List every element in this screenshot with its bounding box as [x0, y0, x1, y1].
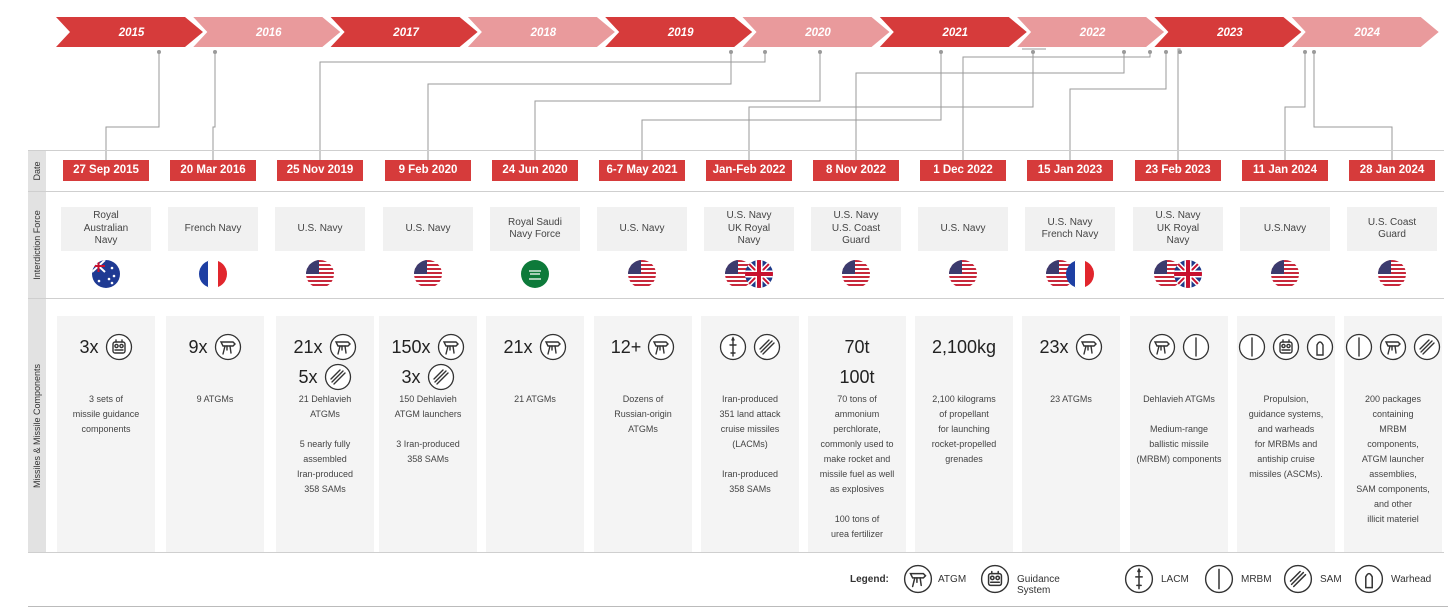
flag: [414, 260, 442, 288]
quantity-value: 9x: [188, 336, 208, 357]
event-date: 20 Mar 2016: [170, 160, 256, 181]
force-line: U.S. Coast: [831, 222, 881, 234]
event-date: 6-7 May 2021: [599, 160, 685, 181]
interdiction-force: [597, 207, 687, 251]
event-date: 1 Dec 2022: [920, 160, 1006, 181]
event-date: 15 Jan 2023: [1027, 160, 1113, 181]
year-label: 2018: [530, 27, 557, 39]
force-line: U.S. Navy: [940, 222, 986, 234]
atgm-icon: [214, 333, 242, 361]
guidance-icon: [980, 564, 1010, 594]
mrbm-icon: [1204, 564, 1234, 594]
warhead-icon: [1306, 333, 1334, 361]
event-description: [1243, 392, 1329, 497]
description-line: commonly used to: [820, 439, 894, 449]
legend-label: ATGM: [938, 574, 967, 585]
interdiction-force: [918, 207, 1008, 251]
description-line: antiship cruise: [1257, 454, 1315, 464]
connector-line: [642, 52, 941, 160]
legend-label: MRBM: [1241, 574, 1272, 585]
description-line: 3 Iran-produced: [396, 439, 460, 449]
quantity-block: [1344, 332, 1442, 362]
description-line: 3 sets of: [88, 394, 124, 404]
quantity-row: [1130, 332, 1228, 362]
interdiction-force: [1347, 207, 1437, 251]
quantity-value: 5x: [298, 366, 318, 387]
event-panel: [1344, 316, 1442, 552]
quantity-value: 70t: [844, 336, 870, 357]
connector-line: [1178, 49, 1180, 160]
year-timeline: [0, 0, 1456, 60]
force-line: Guard: [1378, 229, 1406, 240]
description-line: ATGMs: [310, 409, 340, 419]
interdiction-force: [811, 207, 901, 251]
quantity-block: [915, 332, 1013, 362]
description-line: 200 packages: [1364, 394, 1422, 404]
event-description: [492, 392, 578, 422]
atgm-icon: [1075, 333, 1103, 361]
event-description: [1350, 392, 1436, 542]
description-line: illicit materiel: [1367, 514, 1419, 524]
sam-icon: [427, 363, 455, 391]
atgm-icon: [647, 333, 675, 361]
divider-line: [28, 191, 1444, 192]
legend-label: Guidance System: [1017, 574, 1060, 596]
legend-item: [980, 564, 1060, 598]
flag: [1378, 260, 1406, 288]
quantity-block: [486, 332, 584, 362]
legend-label: Warhead: [1391, 574, 1432, 585]
description-line: Medium-range: [1149, 424, 1209, 434]
description-line: assembled: [303, 454, 347, 464]
quantity-row: [276, 362, 374, 392]
force-line: French Navy: [184, 222, 242, 234]
quantity-block: [1130, 332, 1228, 362]
description-line: (MRBM) components: [1136, 454, 1222, 464]
year-label: 2022: [1079, 27, 1106, 39]
quantity-row: [594, 332, 692, 362]
connector-line: [213, 52, 215, 160]
description-line: urea fertilizer: [830, 529, 884, 539]
quantity-row: [486, 332, 584, 362]
force-line: Navy: [1166, 235, 1190, 247]
description-line: Dozens of: [622, 394, 664, 404]
description-line: Iran-produced: [721, 394, 779, 404]
usa-flag: [1271, 260, 1299, 288]
event-panel: [594, 316, 692, 552]
quantity-row: [1022, 332, 1120, 362]
event-date: 9 Feb 2020: [385, 160, 471, 181]
atgm-icon: [1379, 333, 1407, 361]
flag: [521, 260, 549, 288]
interdiction-force: [1240, 207, 1330, 251]
interdiction-force: [168, 207, 258, 251]
description-line: SAM components,: [1356, 484, 1430, 494]
description-line: components: [81, 424, 131, 434]
force-line: Navy Force: [509, 229, 561, 240]
force-line: Navy: [737, 235, 761, 247]
legend-item: [1354, 564, 1432, 598]
year-label: 2016: [256, 27, 282, 39]
event-description: [63, 392, 149, 452]
event-description: [385, 392, 471, 482]
usa-flag: [1378, 260, 1406, 288]
event-panel: [276, 316, 374, 552]
quantity-value: 3x: [79, 336, 99, 357]
uk-flag: [745, 260, 773, 288]
bottom-rule: [28, 606, 1448, 607]
description-line: missiles (ASCMs).: [1249, 469, 1323, 479]
legend-item: [903, 564, 967, 598]
description-line: grenades: [945, 454, 983, 464]
event-date: 27 Sep 2015: [63, 160, 149, 181]
description-line: as explosives: [829, 484, 885, 494]
legend-label: SAM: [1320, 574, 1342, 585]
event-date: 24 Jun 2020: [492, 160, 578, 181]
description-line: ATGM launchers: [394, 409, 462, 419]
event-description: [282, 392, 368, 512]
quantity-block: [276, 332, 374, 392]
force-line: U.S. Navy: [297, 222, 343, 234]
quantity-value: 12+: [610, 336, 642, 357]
mrbm-icon: [1238, 333, 1266, 361]
description-line: missile fuel as well: [819, 469, 895, 479]
usa-flag: [414, 260, 442, 288]
description-line: 9 ATGMs: [196, 394, 234, 404]
usa-flag: [306, 260, 334, 288]
force-line: U.S. Coast: [1367, 216, 1417, 228]
france-flag: [199, 260, 227, 288]
quantity-block: [166, 332, 264, 362]
event-panel: [57, 316, 155, 552]
quantity-block: [808, 332, 906, 392]
event-date: 8 Nov 2022: [813, 160, 899, 181]
year-label: 2019: [667, 27, 694, 39]
description-line: cruise missiles: [720, 424, 780, 434]
quantity-value: 150x: [391, 336, 431, 357]
quantity-row: [1344, 332, 1442, 362]
event-date: 28 Jan 2024: [1349, 160, 1435, 181]
force-line: U.S. Navy: [405, 222, 451, 234]
divider-line: [28, 298, 1444, 299]
missiles-row-label: Missiles & Missile Components: [28, 299, 46, 552]
quantity-block: [57, 332, 155, 362]
quantity-value: 21x: [503, 336, 533, 357]
sam-icon: [1413, 333, 1441, 361]
flag: [1066, 260, 1094, 288]
sam-icon: [324, 363, 352, 391]
usa-flag: [628, 260, 656, 288]
force-row-label: Interdiction Force: [28, 192, 46, 298]
saudi-flag: [521, 260, 549, 288]
connector-line: [535, 52, 820, 160]
legend-item: [1283, 564, 1342, 598]
event-description: [600, 392, 686, 452]
description-line: 100 tons of: [834, 514, 880, 524]
year-label: 2020: [805, 27, 831, 39]
description-line: 150 Dehlavieh: [399, 394, 457, 404]
description-line: and other: [1373, 499, 1413, 509]
interdiction-force: [1025, 207, 1115, 251]
flag: [949, 260, 977, 288]
force-line: U.S. Navy: [619, 222, 665, 234]
guidance-icon: [1272, 333, 1300, 361]
event-date: Jan-Feb 2022: [706, 160, 792, 181]
quantity-row: [915, 332, 1013, 362]
atgm-icon: [903, 564, 933, 594]
event-panel: [1130, 316, 1228, 552]
guidance-icon: [105, 333, 133, 361]
event-panel: [486, 316, 584, 552]
event-panel: [915, 316, 1013, 552]
description-line: 21 Dehlavieh: [298, 394, 352, 404]
quantity-row: [808, 362, 906, 392]
description-line: MRBM: [1379, 424, 1407, 434]
quantity-row: [276, 332, 374, 362]
force-line: Guard: [842, 235, 870, 247]
year-label: 2015: [118, 27, 145, 39]
event-date: 11 Jan 2024: [1242, 160, 1328, 181]
event-panel: [379, 316, 477, 552]
force-line: Royal: [93, 210, 119, 222]
event-panel: [808, 316, 906, 552]
quantity-value: 21x: [293, 336, 323, 357]
connector-line: [1285, 52, 1305, 160]
description-line: ballistic missile: [1149, 439, 1209, 449]
sam-icon: [1283, 564, 1313, 594]
force-line: Navy: [94, 235, 118, 247]
warhead-icon: [1354, 564, 1384, 594]
description-line: 351 land attack: [719, 409, 781, 419]
description-line: (LACMs): [732, 439, 768, 449]
quantity-row: [379, 332, 477, 362]
description-line: Iran-produced: [296, 469, 354, 479]
flag: [306, 260, 334, 288]
usa-flag: [949, 260, 977, 288]
description-line: components,: [1367, 439, 1419, 449]
event-panel: [166, 316, 264, 552]
connector-line: [1314, 52, 1392, 160]
description-line: 23 ATGMs: [1050, 394, 1092, 404]
mrbm-icon: [1345, 333, 1373, 361]
quantity-row: [166, 332, 264, 362]
quantity-value: 2,100kg: [931, 336, 997, 357]
force-line: U.S. Navy: [833, 210, 879, 222]
event-description: [1136, 392, 1222, 482]
legend-title: Legend:: [850, 574, 889, 585]
divider-line: [28, 150, 1444, 151]
australia-flag: [92, 260, 120, 288]
force-line: U.S.Navy: [1263, 222, 1307, 234]
description-line: Propulsion,: [1263, 394, 1309, 404]
description-line: guidance systems,: [1248, 409, 1324, 419]
quantity-value: 23x: [1039, 336, 1069, 357]
connector-line: [963, 52, 1150, 160]
quantity-row: [57, 332, 155, 362]
event-description: [921, 392, 1007, 482]
force-line: Australian: [83, 222, 129, 234]
atgm-icon: [437, 333, 465, 361]
flag: [745, 260, 773, 288]
event-description: [1028, 392, 1114, 422]
description-line: make rocket and: [823, 454, 891, 464]
year-label: 2021: [942, 27, 969, 39]
description-line: for MRBMs and: [1254, 439, 1318, 449]
interdiction-force: [61, 207, 151, 251]
year-label: 2017: [393, 27, 419, 39]
quantity-block: [701, 332, 799, 362]
force-line: Royal Saudi: [508, 216, 562, 228]
quantity-row: [1237, 332, 1335, 362]
event-description: [172, 392, 258, 422]
france-flag: [1066, 260, 1094, 288]
flag: [1271, 260, 1299, 288]
flag: [199, 260, 227, 288]
lacm-icon: [719, 333, 747, 361]
interdiction-force: [704, 207, 794, 251]
legend-item: [1124, 564, 1189, 598]
flag: [842, 260, 870, 288]
description-line: Dehlavieh ATGMs: [1143, 394, 1215, 404]
event-panel: [701, 316, 799, 552]
quantity-block: [1237, 332, 1335, 362]
description-line: 2,100 kilograms: [932, 394, 996, 404]
connector-line: [1070, 52, 1166, 160]
atgm-icon: [329, 333, 357, 361]
force-line: U.S. Navy: [726, 210, 772, 222]
year-label: 2024: [1354, 27, 1380, 39]
quantity-block: [379, 332, 477, 392]
description-line: perchlorate,: [833, 424, 881, 434]
lacm-icon: [1124, 564, 1154, 594]
uk-flag: [1174, 260, 1202, 288]
description-line: containing: [1372, 409, 1414, 419]
quantity-value: 100t: [839, 366, 875, 387]
interdiction-force: [383, 207, 473, 251]
quantity-row: [379, 362, 477, 392]
description-line: Iran-produced: [721, 469, 779, 479]
force-line: U.S. Navy: [1047, 216, 1093, 228]
connector-line: [856, 52, 1124, 160]
connector-line: [749, 52, 1033, 160]
description-line: Russian-origin: [614, 409, 672, 419]
force-line: UK Royal: [1156, 222, 1200, 234]
atgm-icon: [1148, 333, 1176, 361]
description-line: 21 ATGMs: [514, 394, 556, 404]
atgm-icon: [539, 333, 567, 361]
force-line: U.S. Navy: [1155, 210, 1201, 222]
description-line: ATGM launcher: [1361, 454, 1425, 464]
event-description: [814, 392, 900, 557]
flag: [92, 260, 120, 288]
usa-flag: [842, 260, 870, 288]
connector-line: [428, 52, 731, 160]
event-description: [707, 392, 793, 512]
description-line: assemblies,: [1369, 469, 1417, 479]
quantity-block: [1022, 332, 1120, 362]
description-line: 358 SAMs: [407, 454, 449, 464]
description-line: ammonium: [834, 409, 880, 419]
description-line: for launching: [938, 424, 990, 434]
year-label: 2023: [1217, 27, 1243, 39]
force-line: French Navy: [1041, 229, 1099, 240]
flag: [1174, 260, 1202, 288]
description-line: missile guidance: [72, 409, 140, 419]
quantity-block: [594, 332, 692, 362]
event-date: 25 Nov 2019: [277, 160, 363, 181]
quantity-value: 3x: [401, 366, 421, 387]
legend-label: LACM: [1161, 574, 1189, 585]
interdiction-force: [275, 207, 365, 251]
description-line: and warheads: [1257, 424, 1315, 434]
divider-line: [28, 552, 1444, 553]
description-line: of propellant: [939, 409, 989, 419]
interdiction-force: [1133, 207, 1223, 251]
description-line: 70 tons of: [837, 394, 877, 404]
legend-item: [1204, 564, 1272, 598]
date-row-label: Date: [28, 151, 46, 191]
quantity-row: [701, 332, 799, 362]
flag: [628, 260, 656, 288]
description-line: 358 SAMs: [304, 484, 346, 494]
description-line: ATGMs: [628, 424, 658, 434]
mrbm-icon: [1182, 333, 1210, 361]
event-date: 23 Feb 2023: [1135, 160, 1221, 181]
interdiction-force: [490, 207, 580, 251]
connector-line: [106, 52, 159, 160]
connector-line: [320, 52, 765, 160]
sam-icon: [753, 333, 781, 361]
description-line: 358 SAMs: [729, 484, 771, 494]
event-panel: [1237, 316, 1335, 552]
description-line: 5 nearly fully: [299, 439, 351, 449]
event-panel: [1022, 316, 1120, 552]
quantity-row: [808, 332, 906, 362]
force-line: UK Royal: [727, 222, 771, 234]
description-line: rocket-propelled: [931, 439, 997, 449]
